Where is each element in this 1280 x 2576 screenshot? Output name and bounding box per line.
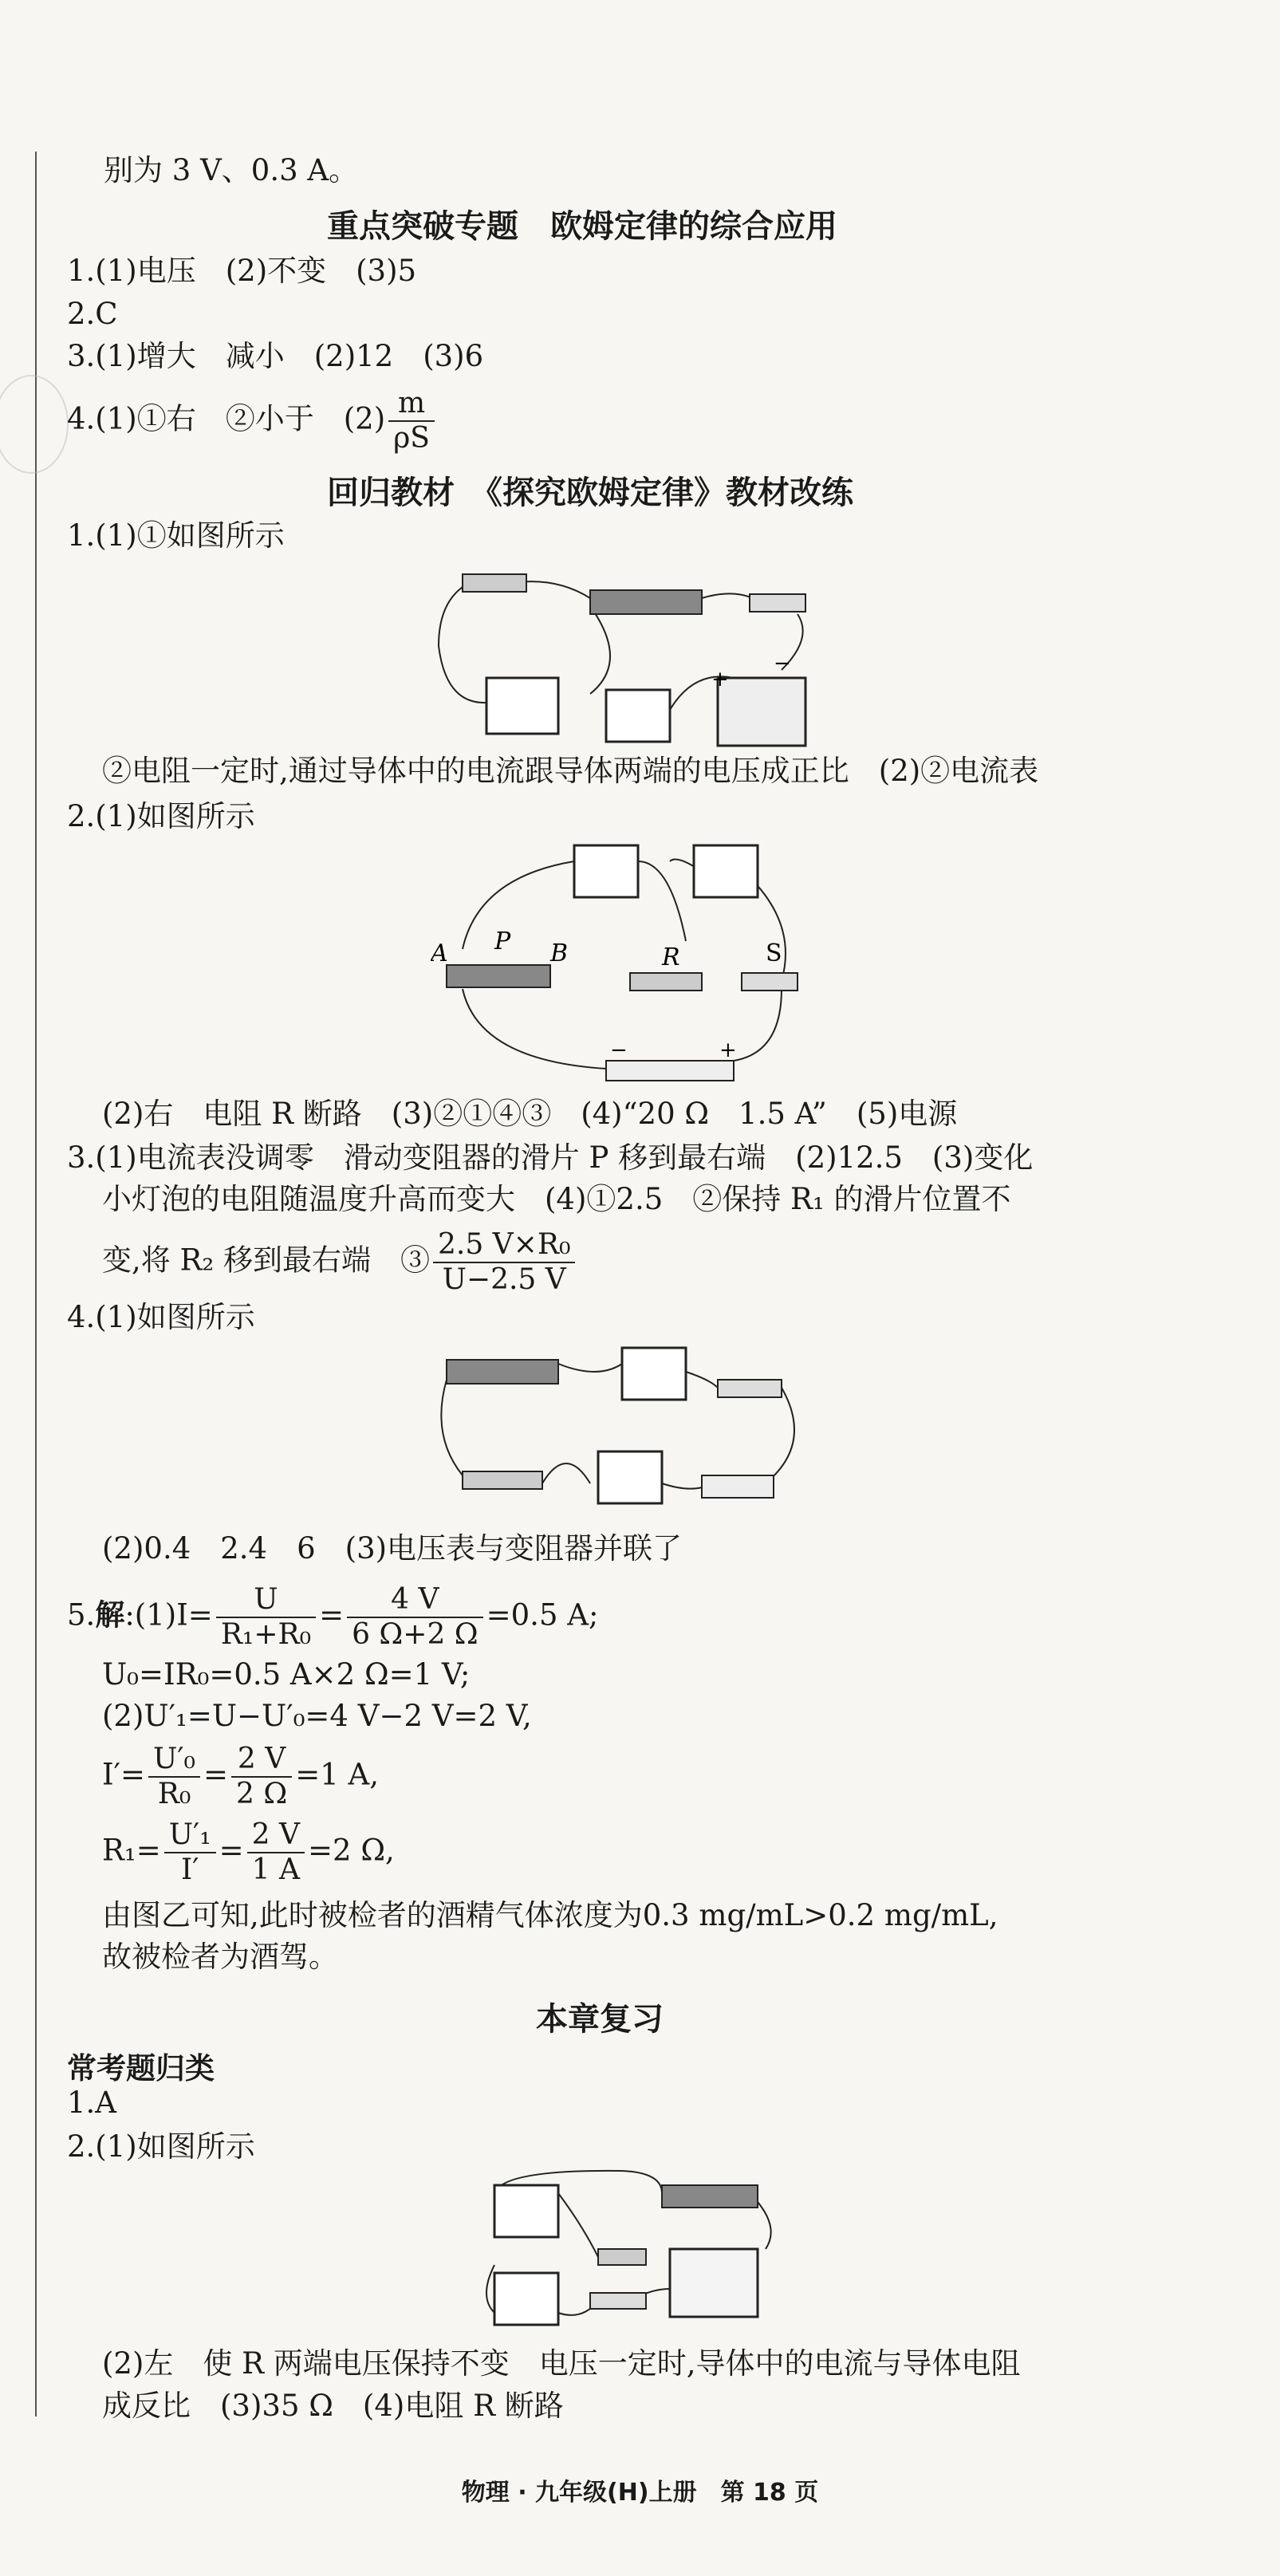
- subsection-title: 常考题归类: [67, 2051, 215, 2086]
- fraction: $\frac{m}{\rho S}$: [388, 387, 435, 455]
- answer-line: 3.(1)电流表没调零 滑动变阻器的滑片 P 移到最右端 (2)12.5 (3)变化: [67, 1140, 1034, 1175]
- fraction: $\frac{2 V}{1 A}$: [247, 1818, 305, 1887]
- fraction: $\frac{\text{2.5 V×R₀}}{U-2.5 V}$: [433, 1228, 575, 1297]
- resistor-icon: [463, 574, 526, 592]
- svg-text:P: P: [494, 928, 511, 955]
- battery-icon: [702, 1475, 774, 1498]
- fraction: $\frac{\text{U′₀}}{\text{R₀}}$: [148, 1743, 200, 1811]
- answer-line: ②电阻一定时,通过导体中的电流跟导体两端的电压成正比 (2)②电流表: [102, 754, 1039, 788]
- svg-text:S: S: [766, 939, 782, 967]
- circuit-diagram-1: [431, 550, 813, 750]
- margin-line: [35, 152, 37, 2416]
- svg-text:−: −: [774, 652, 791, 676]
- section-title: 回归教材 《探究欧姆定律》教材改练: [327, 475, 853, 511]
- fraction: $\frac{U}{\text{R₁+R₀}}$: [216, 1583, 316, 1652]
- answer-line: 变,将 R₂ 移到最右端 ③ $\frac{\text{2.5 V×R₀}}{U-2.5 V}$: [102, 1228, 578, 1297]
- voltmeter-icon: [574, 845, 638, 897]
- answer-line: 3.(1)增大 减小 (2)12 (3)6: [67, 339, 484, 373]
- rheostat-icon: [662, 2185, 758, 2208]
- switch-icon: [718, 1380, 782, 1397]
- answer-line: 成反比 (3)35 Ω (4)电阻 R 断路: [102, 2389, 564, 2423]
- answer-line: 2.(1)如图所示: [67, 2129, 255, 2164]
- svg-text:+: +: [711, 668, 729, 691]
- answer-line: 2.C: [67, 297, 118, 331]
- answer-line: (2)U′₁=U−U′₀=4 V−2 V=2 V,: [102, 1699, 532, 1733]
- answer-line: U₀=IR₀=0.5 A×2 Ω=1 V;: [102, 1657, 471, 1692]
- battery-icon: [606, 1061, 734, 1081]
- answer-line: 2.(1)如图所示: [67, 799, 255, 833]
- svg-text:R: R: [662, 943, 680, 971]
- resistor-icon: [598, 2249, 646, 2265]
- resistor-icon: [630, 973, 702, 991]
- section-title: 本章复习: [536, 2001, 664, 2038]
- answer-line: 4.(1)如图所示: [67, 1300, 255, 1334]
- svg-text:−: −: [610, 1038, 628, 1062]
- seal-stamp: [0, 375, 69, 474]
- fraction: $\frac{2 V}{2 \Omega}$: [231, 1743, 292, 1811]
- rheostat-icon: [447, 965, 550, 987]
- ammeter-icon: [694, 845, 758, 897]
- fraction: $\frac{4 V}{6 \Omega+2 \Omega}$: [347, 1583, 483, 1652]
- svg-text:B: B: [550, 939, 569, 967]
- answer-line: 1.A: [67, 2086, 117, 2120]
- switch-icon: [742, 973, 798, 991]
- fraction: $\frac{\text{U′₁}}{I'}$: [164, 1818, 216, 1887]
- resistor-icon: [463, 1471, 542, 1489]
- answer-line: 4.(1)①右 ②小于 (2) $\frac{m}{\rho S}$: [67, 387, 438, 455]
- page-footer: 物理 · 九年级(H)上册 第 18 页: [461, 2479, 819, 2507]
- ammeter-icon: [622, 1348, 686, 1400]
- section-title: 重点突破专题 欧姆定律的综合应用: [327, 208, 837, 245]
- text-line: 别为 3 V、0.3 A。: [104, 153, 359, 187]
- voltmeter-icon: [598, 1451, 662, 1503]
- answer-line: 5.解:(1)I= $\frac{U}{\text{R₁+R₀}}$ = $\frac{4 V}{6 \Omega+2 \Omega}$ =0.5 A;: [67, 1583, 599, 1651]
- answer-line: I′= $\frac{\text{U′₀}}{\text{R₀}}$ = $\frac{2 V}{2 \Omega}$ =1 A,: [102, 1743, 379, 1810]
- power-supply-icon: [670, 2249, 758, 2317]
- answer-line: (2)0.4 2.4 6 (3)电压表与变阻器并联了: [102, 1531, 683, 1566]
- rheostat-icon: [447, 1360, 558, 1384]
- answer-line: 1.(1)①如图所示: [67, 518, 285, 553]
- ammeter-icon: [606, 690, 670, 742]
- answer-line: 小灯泡的电阻随温度升高而变大 (4)①2.5 ②保持 R₁ 的滑片位置不: [102, 1182, 1011, 1216]
- answer-line: 由图乙可知,此时被检者的酒精气体浓度为0.3 mg/mL>0.2 mg/mL,: [102, 1898, 998, 1932]
- switch-icon: [590, 2293, 646, 2309]
- ammeter-icon: [494, 2273, 558, 2325]
- answer-line: (2)右 电阻 R 断路 (3)②①④③ (4)“20 Ω 1.5 A” (5)电源: [102, 1097, 958, 1131]
- answer-line: 故被检者为酒驾。: [102, 1940, 338, 1974]
- battery-icon: [718, 678, 805, 746]
- answer-line: R₁= $\frac{\text{U′₁}}{I'}$ = $\frac{2 V}{1 A}$ =2 Ω,: [102, 1818, 395, 1886]
- svg-text:+: +: [719, 1038, 737, 1062]
- voltmeter-icon: [486, 678, 558, 734]
- answer-line: (2)左 使 R 两端电压保持不变 电压一定时,导体中的电流与导体电阻: [102, 2346, 1021, 2381]
- circuit-diagram-4: [479, 2161, 782, 2337]
- voltmeter-icon: [494, 2185, 558, 2237]
- svg-text:A: A: [431, 939, 448, 967]
- answer-line: 1.(1)电压 (2)不变 (3)5: [67, 254, 417, 288]
- circuit-diagram-3: [431, 1332, 813, 1515]
- circuit-diagram-2: [431, 829, 813, 1093]
- rheostat-icon: [590, 590, 702, 614]
- switch-icon: [750, 594, 805, 612]
